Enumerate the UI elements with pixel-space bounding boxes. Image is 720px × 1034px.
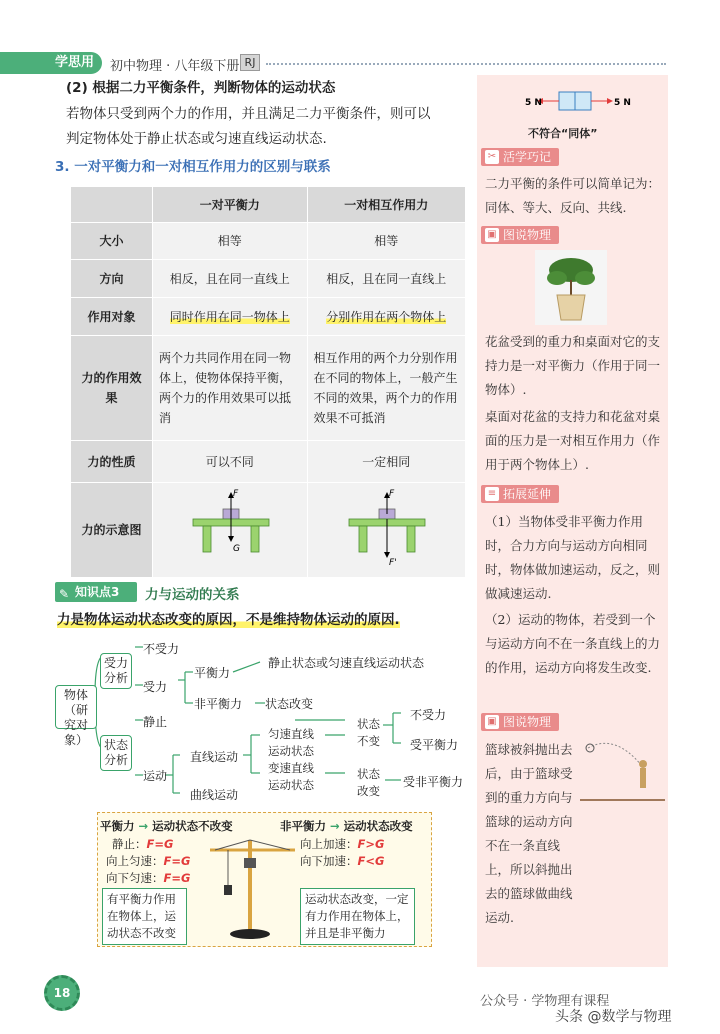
has-force-node: 受力 <box>143 680 168 694</box>
row-label: 作用对象 <box>71 298 153 336</box>
header-divider <box>266 63 666 65</box>
result-unbalanced-node: 受非平衡力 <box>403 775 464 789</box>
unbalanced-node: 非平衡力 <box>194 697 243 711</box>
label-g: G <box>232 544 240 554</box>
picture-icon: ▣ <box>485 228 499 242</box>
knowledge-title: 力与运动的关系 <box>145 587 240 603</box>
left-summary-title: 平衡力 → 运动状态不改变 <box>100 819 233 833</box>
table-header-interaction: 一对相互作用力 <box>307 187 466 223</box>
right-summary-title: 非平衡力 → 运动状态改变 <box>280 819 413 833</box>
comparison-table <box>70 186 466 578</box>
cell: 相等 <box>307 223 466 260</box>
static-node: 静止 <box>143 715 168 729</box>
tip2-text-b: 桌面对花盆的支持力和花盆对桌面的压力是一对相互作用力（作用于两个物体上）. <box>485 409 661 472</box>
row-label: 力的性质 <box>71 441 153 483</box>
source-credit: 头条 @数学与物理 <box>555 1009 672 1025</box>
variable-straight-node: 变速直线运动状态 <box>268 761 314 792</box>
force-right-label: 5 N <box>614 98 631 108</box>
tip1-text: 二力平衡的条件可以简单记为：同体、等大、反向、共线. <box>485 176 661 215</box>
cell: 两个力共同作用在同一物体上，使物体保持平衡，两个力的作用效果可以抵消 <box>153 336 308 441</box>
wrench-icon: ✂ <box>485 150 499 164</box>
result-balanced-node: 受平衡力 <box>410 738 459 752</box>
interaction-force-diagram <box>321 487 451 567</box>
intro-line-2: 判定物体处于静止状态或匀速直线运动状态. <box>66 131 327 147</box>
tip2-text-a: 花盆受到的重力和桌面对它的支持力是一对平衡力（作用于同一物体）. <box>485 334 661 397</box>
cell: 可以不同 <box>153 441 308 483</box>
cell: 相反，且在同一直线上 <box>307 260 466 298</box>
tip3-text-a: （1）当物体受非平衡力作用时，合力方向与运动方向相同时，物体做加速运动，反之，则做减速运动. <box>485 514 661 601</box>
flowerpot-photo <box>535 250 607 325</box>
label-f-prime: F' <box>389 558 397 568</box>
straight-motion-node: 直线运动 <box>190 750 239 764</box>
state-unchanged-node: 状态不变 <box>357 717 380 748</box>
down-accel-line: 向下加速：F<G <box>300 854 385 868</box>
tip4-text-a: 篮球被斜抛出去后，由于篮球受到的重力方向与篮球的运动方向不在一条直线上，所以斜抛出去的篮球做曲线运动. <box>485 742 573 925</box>
down-uniform-line: 向下匀速：F=G <box>106 871 191 885</box>
tip3-text-b: （2）运动的物体，若受到一个与运动方向不在一条直线上的力的作用，运动方向将发生改变. <box>485 612 661 675</box>
crane-illustration <box>200 830 300 945</box>
book-title: 初中物理 · 八年级下册 <box>110 59 240 74</box>
state-analysis-node: 状态分析 <box>100 735 132 771</box>
cell: 相反，且在同一直线上 <box>153 260 308 298</box>
layers-icon: ≡ <box>485 487 499 501</box>
cell: 相等 <box>153 223 308 260</box>
diagram-caption: 不符合“同体” <box>528 127 598 140</box>
table-header-balanced: 一对平衡力 <box>153 187 308 223</box>
moving-node: 运动 <box>143 769 168 783</box>
edition-badge: RJ <box>240 54 260 71</box>
intro-heading: (2) 根据二力平衡条件，判断物体的运动状态 <box>66 80 336 96</box>
intro-line-1: 若物体只受到两个力的作用，并且满足二力平衡条件，则可以 <box>66 106 431 122</box>
interaction-diagram-cell <box>307 483 466 578</box>
result-no-force-node: 不受力 <box>410 708 447 722</box>
row-label: 方向 <box>71 260 153 298</box>
cell: 相互作用的两个力分别作用在不同的物体上，一般产生不同的效果，两个力的作用效果不可抵消 <box>307 336 466 441</box>
right-summary-note: 运动状态改变，一定有力作用在物体上，并且是非平衡力 <box>300 888 415 945</box>
row-label: 大小 <box>71 223 153 260</box>
cell <box>153 298 308 336</box>
page-number: 18 <box>44 975 80 1011</box>
rest-line: 静止：F=G <box>112 837 174 851</box>
cell: 一定相同 <box>307 441 466 483</box>
row-label: 力的示意图 <box>71 483 153 578</box>
balanced-node: 平衡力 <box>194 666 231 680</box>
principle-highlight: 力是物体运动状态改变的原因，不是维持物体运动的原因. <box>57 612 400 628</box>
pencil-icon: ✎ <box>59 587 70 601</box>
watermark-text: 公众号 · 学物理有课程 <box>480 994 610 1009</box>
object-node: 物体（研究对象） <box>55 685 97 729</box>
state-change-node: 状态改变 <box>265 697 314 711</box>
left-summary-note: 有平衡力作用在物体上，运动状态不改变 <box>102 888 187 945</box>
section-3-title: 3. 一对平衡力和一对相互作用力的区别与联系 <box>55 159 331 175</box>
state-changed-node: 状态改变 <box>357 767 380 798</box>
basketball-illustration <box>580 738 665 803</box>
label-f: F <box>232 489 238 499</box>
tip-badge: ▣ 图说物理 <box>481 713 559 731</box>
principle-text <box>57 608 400 632</box>
balance-diagram-cell <box>153 483 308 578</box>
header-tab: 学思用 <box>0 52 102 74</box>
two-block-diagram <box>525 86 631 122</box>
label-f: F <box>389 489 395 499</box>
cell <box>307 298 466 336</box>
highlight: 同时作用在同一物体上 <box>169 309 290 324</box>
force-analysis-node: 受力分析 <box>100 653 132 689</box>
tip-badge: ▣ 图说物理 <box>481 226 559 244</box>
up-uniform-line: 向上匀速：F=G <box>106 854 191 868</box>
picture-icon: ▣ <box>485 715 499 729</box>
force-left-label: 5 N <box>525 98 542 108</box>
knowledge-badge-label: 知识点3 <box>75 585 120 599</box>
tip-badge: ≡ 拓展延伸 <box>481 485 559 503</box>
knowledge-badge <box>55 582 137 602</box>
highlight: 分别作用在两个物体上 <box>326 309 447 324</box>
balance-force-diagram <box>165 487 295 567</box>
rest-uniform-node: 静止状态或匀速直线运动状态 <box>268 656 425 670</box>
up-accel-line: 向上加速：F>G <box>300 837 385 851</box>
tip-badge: ✂ 活学巧记 <box>481 148 559 166</box>
no-force-node: 不受力 <box>143 642 180 656</box>
row-label: 力的作用效果 <box>71 336 153 441</box>
curve-motion-node: 曲线运动 <box>190 788 239 802</box>
uniform-straight-node: 匀速直线运动状态 <box>268 727 314 758</box>
table-corner <box>71 187 153 223</box>
